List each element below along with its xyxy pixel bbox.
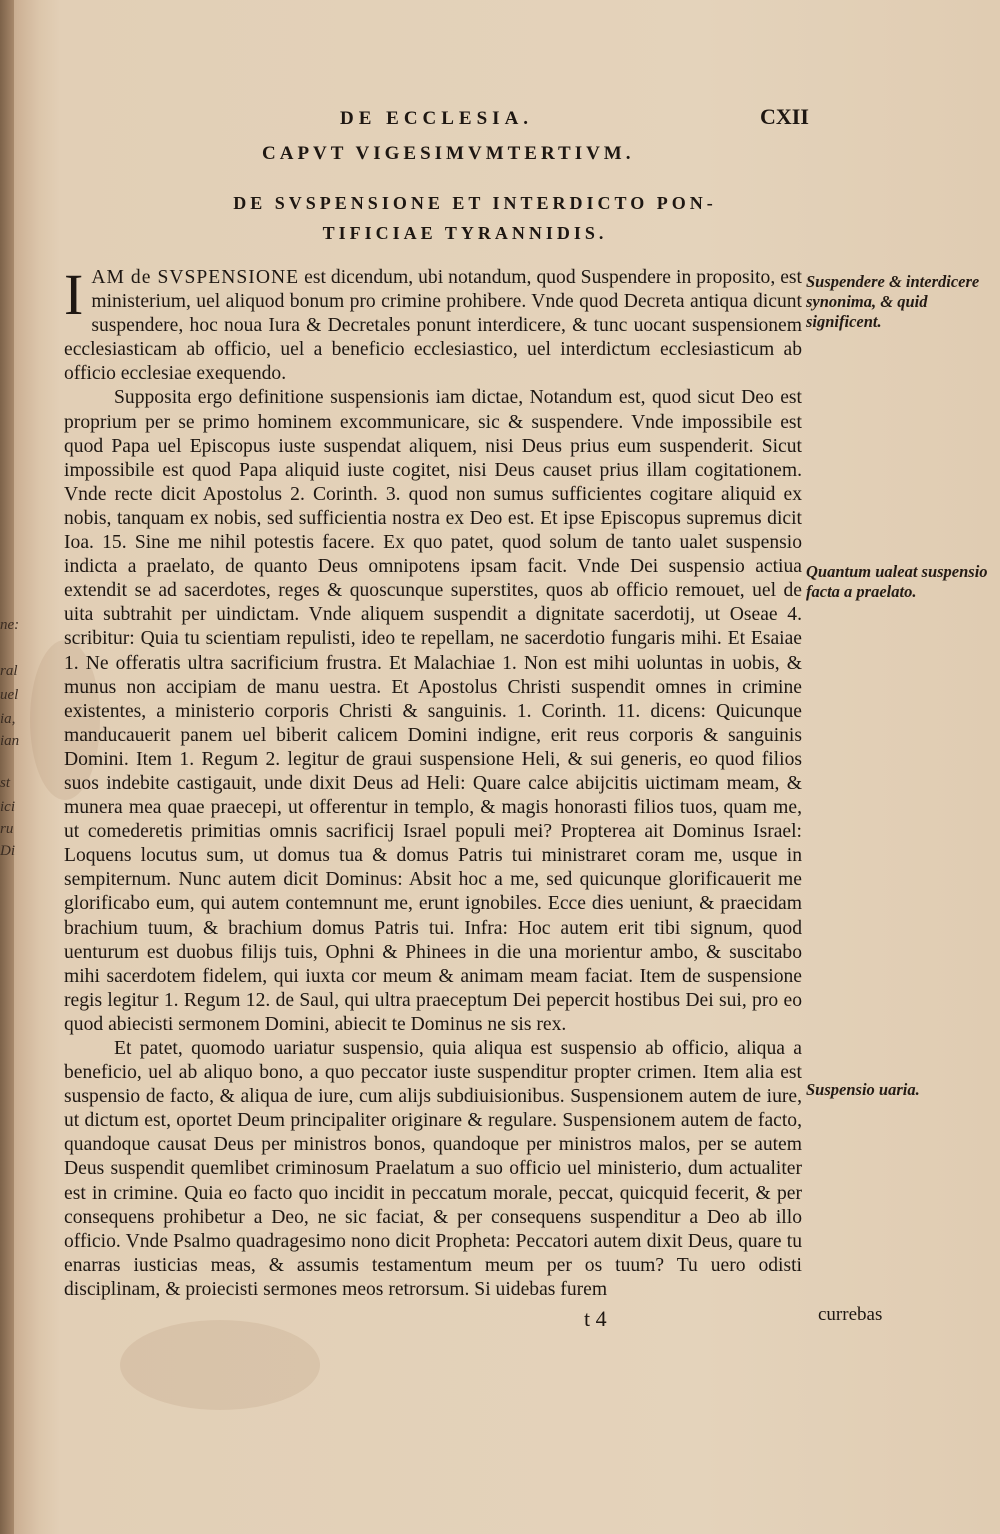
section-title-line-1: DE SVSPENSIONE ET INTERDICTO PON-: [233, 193, 717, 213]
drop-initial: I: [64, 262, 84, 327]
margin-note: Suspensio uaria.: [806, 1080, 920, 1099]
paragraph-text: est dicendum, ubi notandum, quod Suspendere in proposito, est ministerium, uel aliquod bonum pro crimine prohibere. Vnde quod Decreta antiqua dicunt suspendere, hoc noua Iura & Decretales ponunt interdicere, & tunc uocant suspensionem ecclesiasticam ab officio, uel a beneficio ecclesiastico, uel interdictum ecclesiasticum ab officio ecclesiae exequendo.: [64, 267, 803, 385]
edge-fragment: st: [0, 775, 11, 791]
folio-number: CXII: [760, 104, 809, 129]
edge-fragment: ral: [0, 663, 18, 679]
section-title: [0, 188, 1000, 248]
edge-fragment: ne:: [0, 617, 20, 633]
main-text: [64, 262, 803, 1302]
paragraph: [64, 262, 803, 386]
opening-words: AM de SVSPENSIONE: [91, 267, 300, 288]
edge-fragment: ici: [0, 799, 15, 815]
running-head: DE ECCLESIA.: [340, 108, 534, 129]
margin-note: Suspendere & interdicere synonima, & quid significent.: [806, 272, 980, 331]
edge-fragment: Di: [0, 843, 15, 859]
catchword: currebas: [818, 1304, 883, 1325]
edge-fragment: ian: [0, 733, 20, 749]
paragraph: Supposita ergo definitione suspensionis iam dictae, Notandum est, quod sicut Deo est proprium per se primo hominem excommunicare, sic & suspendere. Vnde impossibile est quod Papa uel Episcopus iuste suspendat aliquem, nisi Deus prius eum suspenderit. Sicut impossibile est quod Papa aliquid iuste cogitet, nisi Deus causet prius illam cogitationem. Vnde recte dicit Apostolus 2. Corinth. 3. quod non sumus sufficientes cogitare aliquid ex nobis, tanquam ex nobis, sed sufficientia nostra ex Deo est. Et ipse Episcopus supremus dicit Ioa. 15. Sine me nihil potestis facere. Ex quo patet, quod solum de tanto ualet suspensio indicta a praelato, de quanto Deus omnipotens ipsam facit. Vnde Dei suspensio actiua extendit se ad sacerdotes, reges & quoscunque superstites, quos ab officio remouet, uel de uita subtrahit per uindictam. Vnde aliquem suspendit a dignitate sacerdotij, ut Oseae 4. scribitur: Quia tu scientiam repulisti, ideo te repellam, ne sacerdotio fungaris mihi. Et Esaiae 1. Ne offeratis ultra sacrificium frustra. Et Malachiae 1. Non est mihi uoluntas in uobis, & munus non accipiam de manu uestra. Et Apostolus Christi suspendit omnes in crimine existentes, a ministerio corporis Christi & sanguinis. 1. Corinth. 11. dicens: Quicunque manducauerit panem uel biberit calicem Domini indigne, erit reus corporis & sanguinis Domini. Item 1. Regum 2. legitur de graui suspensione Heli, & sui generis, eo quod filios suos indebite castigauit, unde dixit Deus ad Heli: Quare calce abijcitis uictimam meam, & munera mea quae praecepi, ut offerentur in templo, & magis honorasti filios tuos, quam me, ut comederetis primitias omnis sacrificij Israel populi mei? Propterea ait Dominus Israel: Loquens locutus sum, ut domus tua & domus Patris tui ministraret coram me, usque in sempiternum. Nunc autem dicit Dominus: Absit hoc a me, sed quicunque glorificauerit me glorificabo eum, qui autem contemnunt me, erunt ignobiles. Ecce dies ueniunt, & praecidam brachium tuum, & brachium domus Patris tui. Infra: Hoc autem erit tibi signum, quod uenturum est duobus filijs tuis, Ophni & Phinees in die una morientur ambo, & suscitabo mihi sacerdotem fidelem, qui iuxta cor meum & animam meam faciat. Item de suspensione regis legitur 1. Regum 12. de Saul, qui ultra praeceptum Dei pepercit hostibus Dei sui, pro eo quod abiecisti sermonem Domini, abiecit te Dominus ne sis rex.: [64, 387, 802, 1035]
edge-fragment: ia,: [0, 711, 16, 727]
paragraph: Et patet, quomodo uariatur suspensio, quia aliqua est suspensio ab officio, aliqua a beneficio, uel ab aliquo bono, a quo peccator iuste suspenditur propter crimen. Item alia est suspensio de facto, & aliqua de iure, cum alijs subdiuisionibus. Suspensionem autem de iure, ut dictum est, oportet Deum principaliter originare & regulare. Suspensionem autem de facto, quandoque causat Deus per ministros bonos, quandoque per ministros malos, per se autem Deus suspendit quemlibet criminosum Praelatum a suo officio uel ministerio, dum actualiter est in crimine. Quia eo facto quo incidit in peccatum morale, peccat, quicquid fecerit, & per consequens prohibetur a Deo, ne sic faciat, & per consequens suspenditur a Deo ab illo officio. Vnde Psalmo quadragesimo nono dicit Propheta: Peccatori autem dixit Deus, quare tu enarras iusticias meas, & assumis testamentum meum per os tuum? Tu uero odisti disciplinam, & proiecisti sermones meos retrorsum. Si uidebas furem: [64, 1038, 802, 1300]
edge-fragment: uel: [0, 687, 19, 703]
section-title-line-2: TIFICIAE TYRANNIDIS.: [322, 223, 608, 243]
margin-note: Quantum ualeat suspensio facta a praelato.: [806, 562, 988, 601]
chapter-title: CAPVT VIGESIMVMTERTIVM.: [262, 143, 635, 164]
paper-stain: [120, 1320, 320, 1410]
signature-mark: t 4: [584, 1306, 607, 1331]
edge-fragment: ru: [0, 821, 14, 837]
